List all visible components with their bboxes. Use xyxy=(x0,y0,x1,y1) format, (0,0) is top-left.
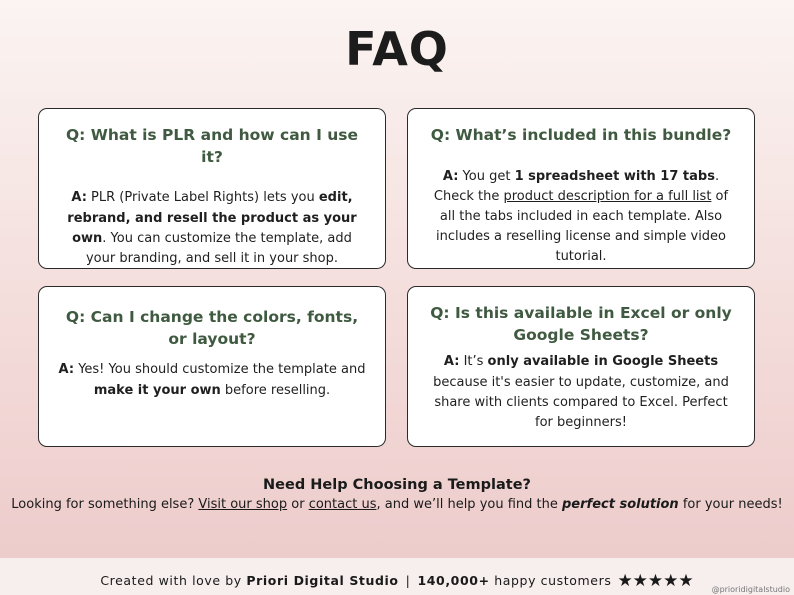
faq-card-plr xyxy=(38,108,386,269)
footer-count: 140,000+ xyxy=(417,573,490,588)
help-text-part: or xyxy=(287,497,309,512)
help-title: Need Help Choosing a Template? xyxy=(263,477,531,493)
answer-text: before reselling. xyxy=(220,382,331,398)
footer-bar xyxy=(0,558,794,595)
faq-answer xyxy=(57,360,367,400)
answer-bold: 1 spreadsheet with 17 tabs xyxy=(514,168,715,184)
answer-text: of all the tabs included in each template. Also includes a reselling license and simple video tutorial. xyxy=(435,188,729,265)
help-text-part: , and we’ll help you find the xyxy=(376,497,562,512)
answer-text: It’s xyxy=(459,354,488,370)
footer-line xyxy=(0,571,794,591)
answer-bold: make it your own xyxy=(93,382,221,398)
visit-shop-link[interactable]: Visit our shop xyxy=(198,497,288,512)
answer-text: . You can customize the template, add your branding, and sell it in your shop. xyxy=(85,230,352,266)
footer-separator: | xyxy=(405,573,411,588)
help-section xyxy=(0,477,794,512)
faq-question: Q: Can I change the colors, fonts, or layout? xyxy=(65,308,359,348)
answer-prefix: A: xyxy=(71,190,87,206)
help-text-part: Looking for something else? xyxy=(11,497,199,512)
page-title: FAQ xyxy=(345,22,449,76)
answer-text: because it's easier to update, customize, and share with clients compared to Excel. Perfect for beginners! xyxy=(433,374,729,430)
faq-question: Q: What is PLR and how can I use it? xyxy=(65,126,359,166)
answer-text: You get xyxy=(458,168,515,184)
help-emphasis: perfect solution xyxy=(562,497,679,512)
faq-question: Q: Is this available in Excel or only Google Sheets? xyxy=(430,304,732,344)
help-text xyxy=(0,497,794,512)
answer-prefix: A: xyxy=(58,362,75,378)
contact-us-link[interactable]: contact us xyxy=(308,497,377,512)
faq-question: Q: What’s included in this bundle? xyxy=(430,126,732,144)
footer-created: Created with love by xyxy=(100,573,247,588)
product-description-link[interactable]: product description for a full list xyxy=(503,188,712,204)
help-text-part: for your needs! xyxy=(678,497,783,512)
answer-bold: only available in Google Sheets xyxy=(487,354,719,370)
faq-card-bundle xyxy=(407,108,755,269)
footer-brand: Priori Digital Studio xyxy=(246,573,399,588)
answer-prefix: A: xyxy=(443,354,460,370)
answer-text: . Check the xyxy=(433,168,720,204)
faq-answer xyxy=(57,188,367,269)
faq-card-customize xyxy=(38,286,386,447)
faq-answer xyxy=(426,352,736,433)
answer-prefix: A: xyxy=(442,168,459,184)
rating-stars-icon: ★★★★★ xyxy=(617,571,694,591)
footer-customers: happy customers xyxy=(489,573,612,588)
answer-text: Yes! You should customize the template and xyxy=(74,362,366,378)
faq-answer xyxy=(426,167,736,268)
answer-bold: edit, rebrand, and resell the product as your own xyxy=(67,190,357,246)
answer-text: PLR (Private Label Rights) lets you xyxy=(86,190,319,206)
faq-card-excel xyxy=(407,286,755,447)
footer-handle: @prioridigitalstudio xyxy=(711,585,790,594)
